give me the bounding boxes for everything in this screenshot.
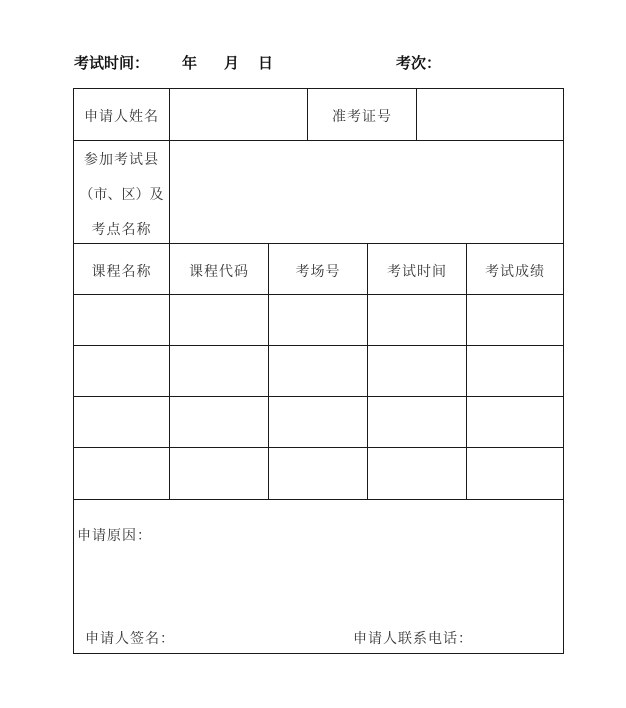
form-header xyxy=(0,50,626,74)
month-label: 月 xyxy=(224,54,240,72)
exam-county-label-line-3: 考点名称 xyxy=(91,222,152,238)
table-row[interactable] xyxy=(74,295,563,345)
day-label: 日 xyxy=(258,54,274,72)
table-row[interactable] xyxy=(74,397,563,447)
column-header-exam-time: 考试时间 xyxy=(387,264,447,280)
table-row[interactable] xyxy=(74,448,563,499)
exam-county-label-line-2: （市、区）及 xyxy=(79,187,164,203)
admission-ticket-label: 准考证号 xyxy=(332,109,392,125)
admission-ticket-field[interactable] xyxy=(417,89,563,140)
column-header-course-code: 课程代码 xyxy=(189,264,249,280)
row-divider xyxy=(74,499,563,500)
exam-session-label: 考次： xyxy=(396,54,442,72)
column-header-exam-room: 考场号 xyxy=(295,264,341,280)
exam-time-label: 考试时间： xyxy=(74,54,150,72)
signature-label: 申请人签名： xyxy=(85,631,175,647)
table-row[interactable] xyxy=(74,346,563,396)
row-divider xyxy=(74,243,563,244)
reason-label: 申请原因： xyxy=(77,528,152,544)
column-header-exam-score: 考试成绩 xyxy=(485,264,545,280)
reason-field[interactable] xyxy=(74,551,563,623)
year-label: 年 xyxy=(182,54,198,72)
phone-label: 申请人联系电话： xyxy=(353,631,473,647)
application-form-table xyxy=(73,88,564,654)
exam-county-field[interactable] xyxy=(170,141,563,243)
applicant-name-field[interactable] xyxy=(170,89,307,140)
applicant-name-label: 申请人姓名 xyxy=(84,109,159,125)
exam-county-label-line-1: 参加考试县 xyxy=(84,152,159,168)
column-header-course-name: 课程名称 xyxy=(91,264,152,280)
